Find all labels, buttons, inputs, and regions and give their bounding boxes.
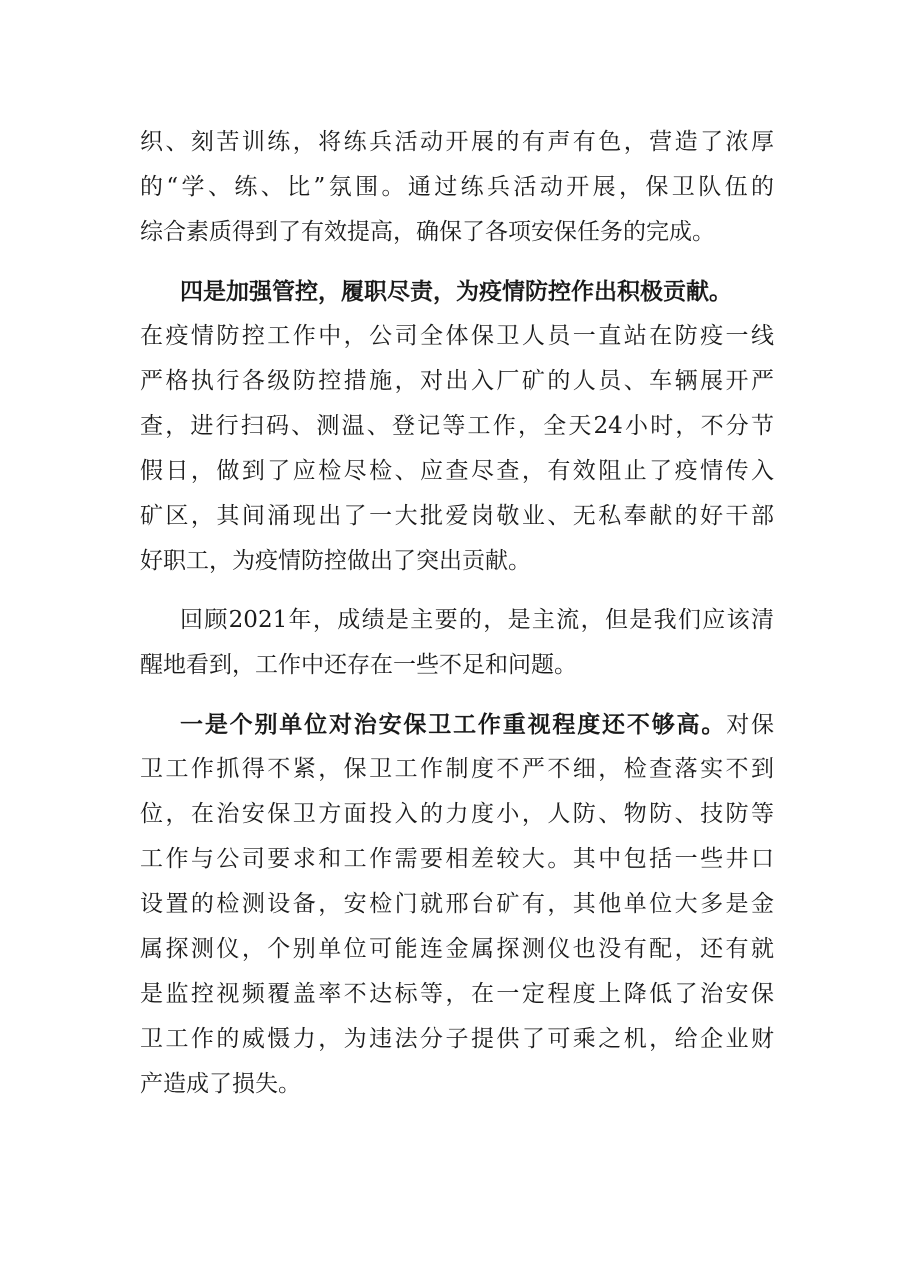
text-line: 好职工，为疫情防控做出了突出贡献。	[140, 548, 531, 574]
text-line: 工作与公司要求和工作需要相差较大。其中包括一些井口	[140, 846, 774, 872]
text-line: 属探测仪，个别单位可能连金属探测仪也没有配，还有就	[140, 936, 774, 962]
text-line: 矿区，其间涌现出了一大批爱岗敬业、无私奉献的好干部	[140, 503, 774, 529]
paragraph-3	[140, 598, 774, 688]
bold-lead-text: 一是个别单位对治安保卫工作重视程度还不够高。	[180, 711, 727, 738]
text-line: 位，在治安保卫方面投入的力度小，人防、物防、技防等	[140, 801, 774, 827]
text-line: 严格执行各级防控措施，对出入厂矿的人员、车辆展开严	[140, 368, 774, 394]
text-line: 综合素质得到了有效提高，确保了各项安保任务的完成。	[140, 219, 715, 245]
text-line: 回顾2021年，成绩是主要的，是主流，但是我们应该清	[180, 607, 774, 633]
bold-heading-line	[140, 702, 774, 747]
text-line: 卫工作抓得不紧，保卫工作制度不严不细，检查落实不到	[140, 756, 774, 782]
document-body	[140, 120, 774, 1107]
text-line: 在疫情防控工作中，公司全体保卫人员一直站在防疫一线	[140, 323, 774, 349]
text-line: 假日，做到了应检尽检、应查尽查，有效阻止了疫情传入	[140, 458, 774, 484]
bold-lead-text: 四是加强管控，履职尽责，为疫情防控作出积极贡献。	[180, 278, 732, 305]
text-line: 查，进行扫码、测温、登记等工作，全天24小时，不分节	[140, 413, 774, 439]
paragraph-2	[140, 269, 774, 584]
text-line: 卫工作的威慑力，为违法分子提供了可乘之机，给企业财	[140, 1026, 774, 1052]
text-line: 设置的检测设备，安检门就邢台矿有，其他单位大多是金	[140, 891, 774, 917]
paragraph-4	[140, 702, 774, 1107]
text-line: 是监控视频覆盖率不达标等，在一定程度上降低了治安保	[140, 981, 774, 1007]
text-line: 醒地看到，工作中还存在一些不足和问题。	[140, 652, 577, 678]
text-line: 织、刻苦训练，将练兵活动开展的有声有色，营造了浓厚	[140, 129, 774, 155]
bold-heading-line	[140, 269, 774, 314]
lead-rest-text: 对保	[726, 712, 775, 738]
text-line: 产造成了损失。	[140, 1071, 301, 1097]
paragraph-1	[140, 120, 774, 255]
text-line: 的“学、练、比”氛围。通过练兵活动开展，保卫队伍的	[140, 174, 774, 200]
